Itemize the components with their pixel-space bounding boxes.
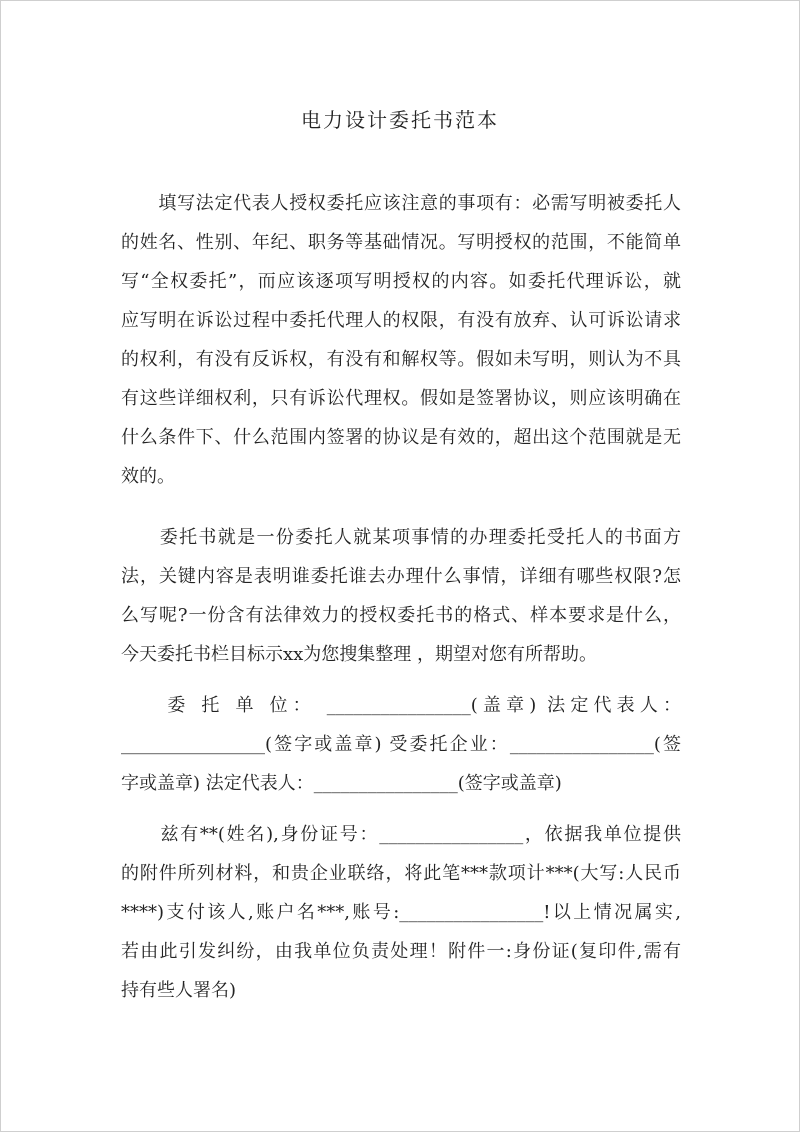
text-line: 兹有**(姓名),身份证号：________________，依据我单位提供 [121, 824, 681, 845]
text-line: 委 托 单 位： ________________(盖章) 法定代表人： [121, 695, 681, 716]
text-line: 的姓名、性别、年纪、职务等基础情况。写明授权的范围，不能简单 [121, 232, 681, 253]
text-line: 写“全权委托”，而应该逐项写明授权的内容。如委托代理诉讼，就 [121, 271, 681, 292]
text-line: 什么条件下、什么范围内签署的协议是有效的，超出这个范围就是无 [121, 427, 681, 448]
text-line: ________________(签字或盖章) 受委托企业：________________(签 [121, 734, 681, 755]
text-line: 么写呢?一份含有法律效力的授权委托书的格式、样本要求是什么， [121, 605, 681, 626]
text-line: 法，关键内容是表明谁委托谁去办理什么事情，详细有哪些权限?怎 [121, 566, 681, 587]
text-line: 持有些人署名) [121, 980, 237, 1001]
text-line: 有这些详细权利，只有诉讼代理权。假如是签署协议，则应该明确在 [121, 388, 681, 409]
text-line: 字或盖章) 法定代表人：________________(签字或盖章) [121, 773, 562, 794]
text-line: ****)支付该人,账户名***,账号:________________!以上情况属实, [121, 902, 681, 923]
text-line: 填写法定代表人授权委托应该注意的事项有：必需写明被委托人 [121, 193, 681, 214]
text-line: 委托书就是一份委托人就某项事情的办理委托受托人的书面方 [121, 527, 681, 548]
text-line: 若由此引发纠纷，由我单位负责处理！附件一:身份证(复印件,需有 [121, 941, 681, 962]
text-line: 今天委托书栏目标示xx为您搜集整理 ，期望对您有所帮助。 [121, 644, 598, 665]
text-line: 效的。 [121, 466, 175, 487]
text-line: 应写明在诉讼过程中委托代理人的权限，有没有放弃、认可诉讼请求 [121, 310, 681, 331]
text-line: 的权利，有没有反诉权，有没有和解权等。假如未写明，则认为不具 [121, 349, 681, 370]
page-title: 电力设计委托书范本 [301, 108, 499, 132]
text-line: 的附件所列材料，和贵企业联络，将此笔***款项计***(大写:人民币 [121, 863, 681, 884]
